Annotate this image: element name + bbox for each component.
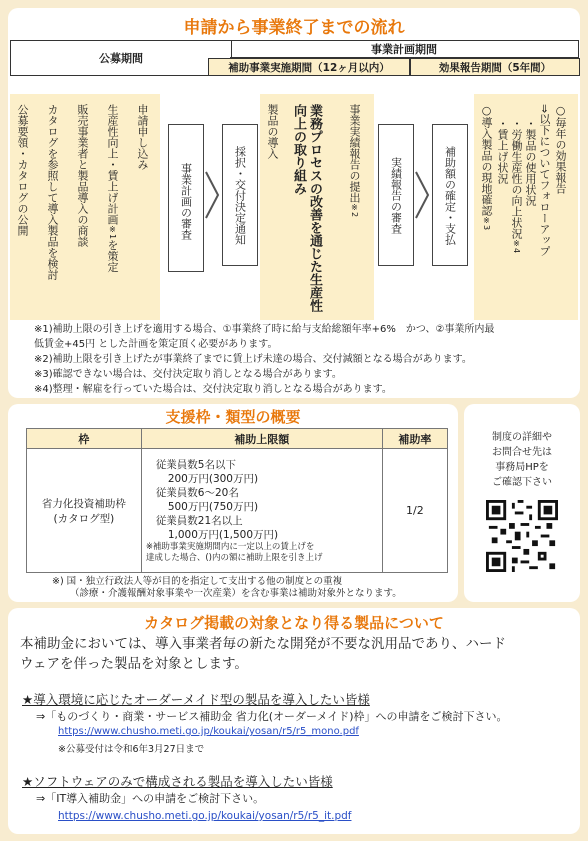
flow-notes: ※1)補助上限の引き上げを適用する場合、①事業終了時に給与支給総額年率+6% かつ、②事業所内最 低賃金+45円 とした計画を策定頂く必要があります。 ※2)補助上限を引き上げたが事業終了までに賃上げ未達の場合、交付減額となる場合があります。 ※3)確認できない場合は、交付決定取り消しとなる場合があります。 ※4)整理・解雇を行っていた場合は、交付決定取り消しとなる場合があります。: [34, 324, 495, 395]
step-catalog-publish: 公募要領・カタログの公開: [16, 104, 29, 236]
support-panel: [8, 404, 458, 602]
arrow-1: [204, 170, 220, 220]
step-plan: 生産性向上・賃上げ計画※1を策定: [106, 104, 119, 273]
flow-title: 申請から事業終了までの流れ: [183, 18, 405, 38]
step-wage: ・賃上げ状況: [496, 118, 509, 184]
box-grant-notice: 採択・交付決定通知: [222, 124, 258, 266]
limit-cell: 従業員数5名以下 200万円(300万円) 従業員数6～20名 500万円(750万円) 従業員数21名以上 1,000万円(1,500万円) ※補助事業実施期間内に一定以上の賃上げを 達成した場合、()内の額に補助上限を引き上げ: [141, 449, 382, 573]
step-install: 製品の導入: [266, 104, 279, 159]
contact-text: 制度の詳細や お問合せ先は 事務局HPを ご確認下さい: [492, 432, 552, 488]
step-annual-report: ○毎年の効果報告: [554, 104, 567, 194]
deadline-note: ※公募受付は令和6年3月27日まで: [58, 744, 205, 755]
frame-name: 省力化投資補助枠 (カタログ型): [27, 449, 142, 573]
qr-code-icon[interactable]: [486, 500, 558, 572]
th-rate: 補助率: [382, 429, 447, 449]
catalog-intro: 本補助金においては、導入事業者毎の新たな開発が不要な汎用品であり、ハード ウェアを伴った製品を対象とします。: [20, 636, 506, 672]
box-report-review: 実績報告の審査: [378, 124, 414, 266]
step-improve: 業務プロセスの改善を通じた生産性向上の取り組み: [291, 104, 322, 312]
catalog-heading-software: ★ソフトウェアのみで構成される製品を導入したい皆様: [22, 774, 333, 789]
link-it-pdf[interactable]: https://www.chusho.meti.go.jp/koukai/yosan/r5/r5_it.pdf: [58, 810, 352, 822]
arrow-2: [414, 170, 430, 220]
catalog-title: カタログ掲載の対象となり得る製品について: [144, 614, 444, 632]
box-payment: 補助額の確定・支払: [432, 124, 468, 266]
step-site-check: ○導入製品の現地確認※3: [480, 104, 493, 231]
step-followup: ⇒以下についてフォローアップ: [538, 104, 551, 257]
period-public: 公募期間: [10, 40, 232, 76]
catalog-heading-ordermade: ★導入環境に応じたオーダーメイド型の製品を導入したい皆様: [22, 692, 370, 707]
step-usage: ・製品の使用状況: [524, 118, 537, 206]
rate-cell: 1/2: [382, 449, 447, 573]
catalog-body-ordermade: ⇒「ものづくり・商業・サービス補助金 省力化(オーダーメイド)枠」への申請をご検討下さい。: [36, 710, 508, 723]
period-plan: 事業計画期間: [230, 40, 579, 58]
support-title: 支援枠・類型の概要: [165, 408, 301, 426]
step-negotiate: 販売事業者と製品導入の商談: [76, 104, 89, 247]
period-effect: 効果報告期間（5年間）: [410, 58, 580, 76]
catalog-body-software: ⇒「IT導入補助金」への申請をご検討下さい。: [36, 792, 265, 805]
support-table: [26, 428, 448, 573]
catalog-panel: [8, 608, 580, 834]
th-frame: 枠: [27, 429, 142, 449]
flow-panel: [8, 8, 580, 398]
th-limit: 補助上限額: [141, 429, 382, 449]
link-mono-pdf[interactable]: https://www.chusho.meti.go.jp/koukai/yosan/r5/r5_mono.pdf: [58, 726, 359, 737]
step-apply: 申請申し込み: [136, 104, 149, 170]
support-footnote: ※) 国・独立行政法人等が目的を指定して支出する他の制度との重複 （診療・介護報酬対象事業や一次産業）を含む事業は補助対象外となります。: [52, 576, 402, 599]
step-browse-catalog: カタログを参照して導入製品を検討: [46, 104, 59, 280]
step-productivity: ・労働生産性の向上状況※4: [510, 118, 523, 254]
contact-panel: [464, 404, 580, 602]
box-plan-review: 事業計画の審査: [168, 124, 204, 272]
step-report: 事業実績報告の提出※2: [348, 104, 361, 218]
period-impl: 補助事業実施期間（12ヶ月以内）: [208, 58, 410, 76]
